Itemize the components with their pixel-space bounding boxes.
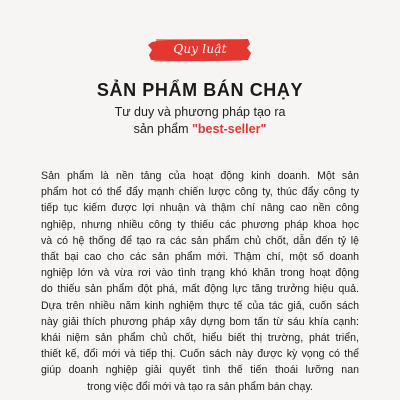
paragraph-line: thất bại cao cho các sản phẩm mới. Thậm chí, một số doanh [41, 251, 359, 264]
category-badge [148, 36, 252, 63]
subtitle-highlight: "best-seller" [191, 122, 267, 136]
description-paragraph [41, 168, 359, 395]
paragraph-line: giúp doanh nghiệp giải quyết tình thế tiến thoái lưỡng nan [41, 364, 359, 377]
paragraph-line: nghiệp, nhưng nhiều công ty thiếu các phương pháp khoa học [41, 218, 359, 231]
subtitle-prefix: sản phẩm [133, 122, 192, 136]
paragraph-line: trong việc đổi mới và tạo ra sản phẩm bán chạy. [87, 380, 313, 393]
paragraph-line: và có hệ thống để tạo ra các sản phẩm chủ chốt, dẫn đến tỷ lệ [41, 234, 359, 247]
book-title: SẢN PHẨM BÁN CHẠY [96, 80, 304, 100]
paragraph-line: Dựa trên nhiều năm kinh nghiệm thực tế của tác giả, cuốn sách [41, 299, 359, 312]
paragraph-line: tiếp tục kiếm được lợi nhuận và thậm chí nâng cao nền công [41, 202, 359, 215]
paragraph-line: do thiếu sản phẩm đột phá, mất động lực tăng trưởng hiệu quả. [41, 283, 359, 296]
paragraph-line: nghiệp lớn và vừa rơi vào tình trạng khó khăn trong hoạt động [41, 267, 359, 280]
paragraph-line: này giải thích phương pháp xây dựng bom tấn từ sáu khía cạnh: [41, 315, 359, 328]
subtitle-line-2 [0, 121, 400, 138]
paragraph-line: khái niệm sản phẩm chủ chốt, hiểu biết thị trường, phát triển, [41, 332, 359, 345]
paragraph-line: Sản phẩm là nền tảng của hoạt động kinh doanh. Một sản [41, 170, 359, 182]
book-subtitle [0, 104, 400, 138]
subtitle-line-1: Tư duy và phương pháp tạo ra [114, 105, 286, 119]
badge-label: Quy luật [173, 42, 227, 56]
paragraph-line: phẩm hot có thể đẩy mạnh chiến lược công ty, thúc đẩy công ty [41, 186, 359, 199]
paragraph-line: thiết kế, đổi mới và tiếp thị. Cuốn sách này được kỳ vọng có thể [41, 348, 359, 361]
